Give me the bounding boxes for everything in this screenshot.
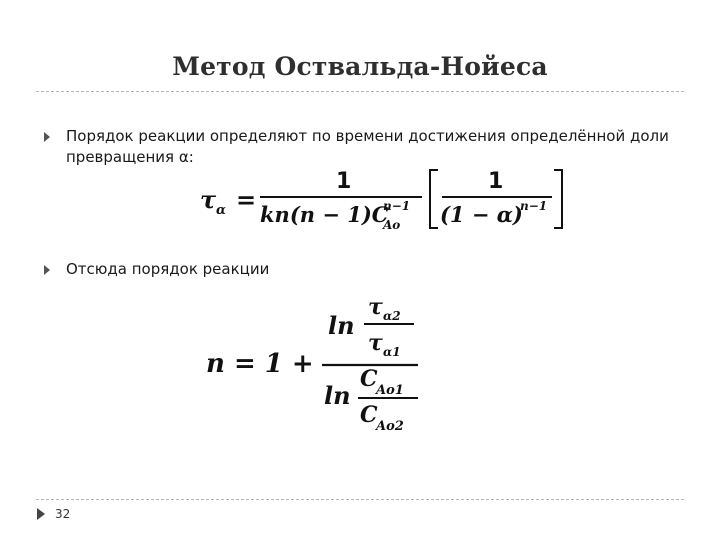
slide-title: Метод Оствальда-Нойеса bbox=[172, 52, 548, 81]
bullet-2 bbox=[66, 259, 269, 280]
formula1-left-bracket bbox=[430, 170, 438, 228]
formula1-equals: = bbox=[236, 186, 257, 214]
formula1-den1-sub: Ao bbox=[383, 218, 401, 232]
formula2-bot-num: C bbox=[360, 366, 378, 392]
formula1-lhs-sub: α bbox=[216, 203, 227, 218]
formula2-bot-num-sub: Ao1 bbox=[376, 383, 404, 398]
formula2-lhs: n = 1 + bbox=[206, 349, 314, 379]
formula1-den1: kn(n − 1)C bbox=[260, 202, 389, 227]
formula2-top-num-sub: α2 bbox=[383, 309, 401, 323]
formula-reaction-time bbox=[190, 166, 580, 234]
formula2-bot-den-sub: Ao2 bbox=[376, 419, 404, 434]
bullet-arrow-icon bbox=[44, 132, 50, 142]
formula2-bot-den: C bbox=[360, 402, 378, 428]
formula2-top-ln: ln bbox=[328, 311, 355, 340]
page-number: 32 bbox=[55, 507, 71, 521]
formula2-top-den: τ bbox=[368, 330, 383, 356]
formula2-bot-ln: ln bbox=[324, 381, 351, 410]
formula-reaction-order bbox=[200, 288, 440, 438]
title-divider bbox=[36, 91, 684, 92]
bullet-2-line-1: Отсюда порядок реакции bbox=[66, 260, 270, 278]
bullet-1 bbox=[66, 126, 669, 168]
formula1-right-bracket bbox=[554, 170, 562, 228]
formula1-num2: 1 bbox=[488, 169, 504, 194]
formula1-den2-sup: n−1 bbox=[520, 199, 548, 213]
formula1-lhs: τ bbox=[200, 185, 217, 214]
formula1-num1: 1 bbox=[336, 169, 352, 194]
footer-divider bbox=[36, 499, 684, 500]
formula1-den2: (1 − α) bbox=[440, 202, 523, 227]
bullet-1-line-2: превращения α: bbox=[66, 148, 194, 166]
formula2-top-den-sub: α1 bbox=[383, 345, 401, 359]
formula2-top-num: τ bbox=[368, 294, 383, 320]
bullet-1-line-1: Порядок реакции определяют по времени достижения определённой доли bbox=[66, 127, 669, 145]
formula1-den1-sup: n−1 bbox=[383, 199, 411, 213]
bullet-arrow-icon bbox=[44, 265, 50, 275]
page-arrow-icon bbox=[37, 508, 45, 520]
